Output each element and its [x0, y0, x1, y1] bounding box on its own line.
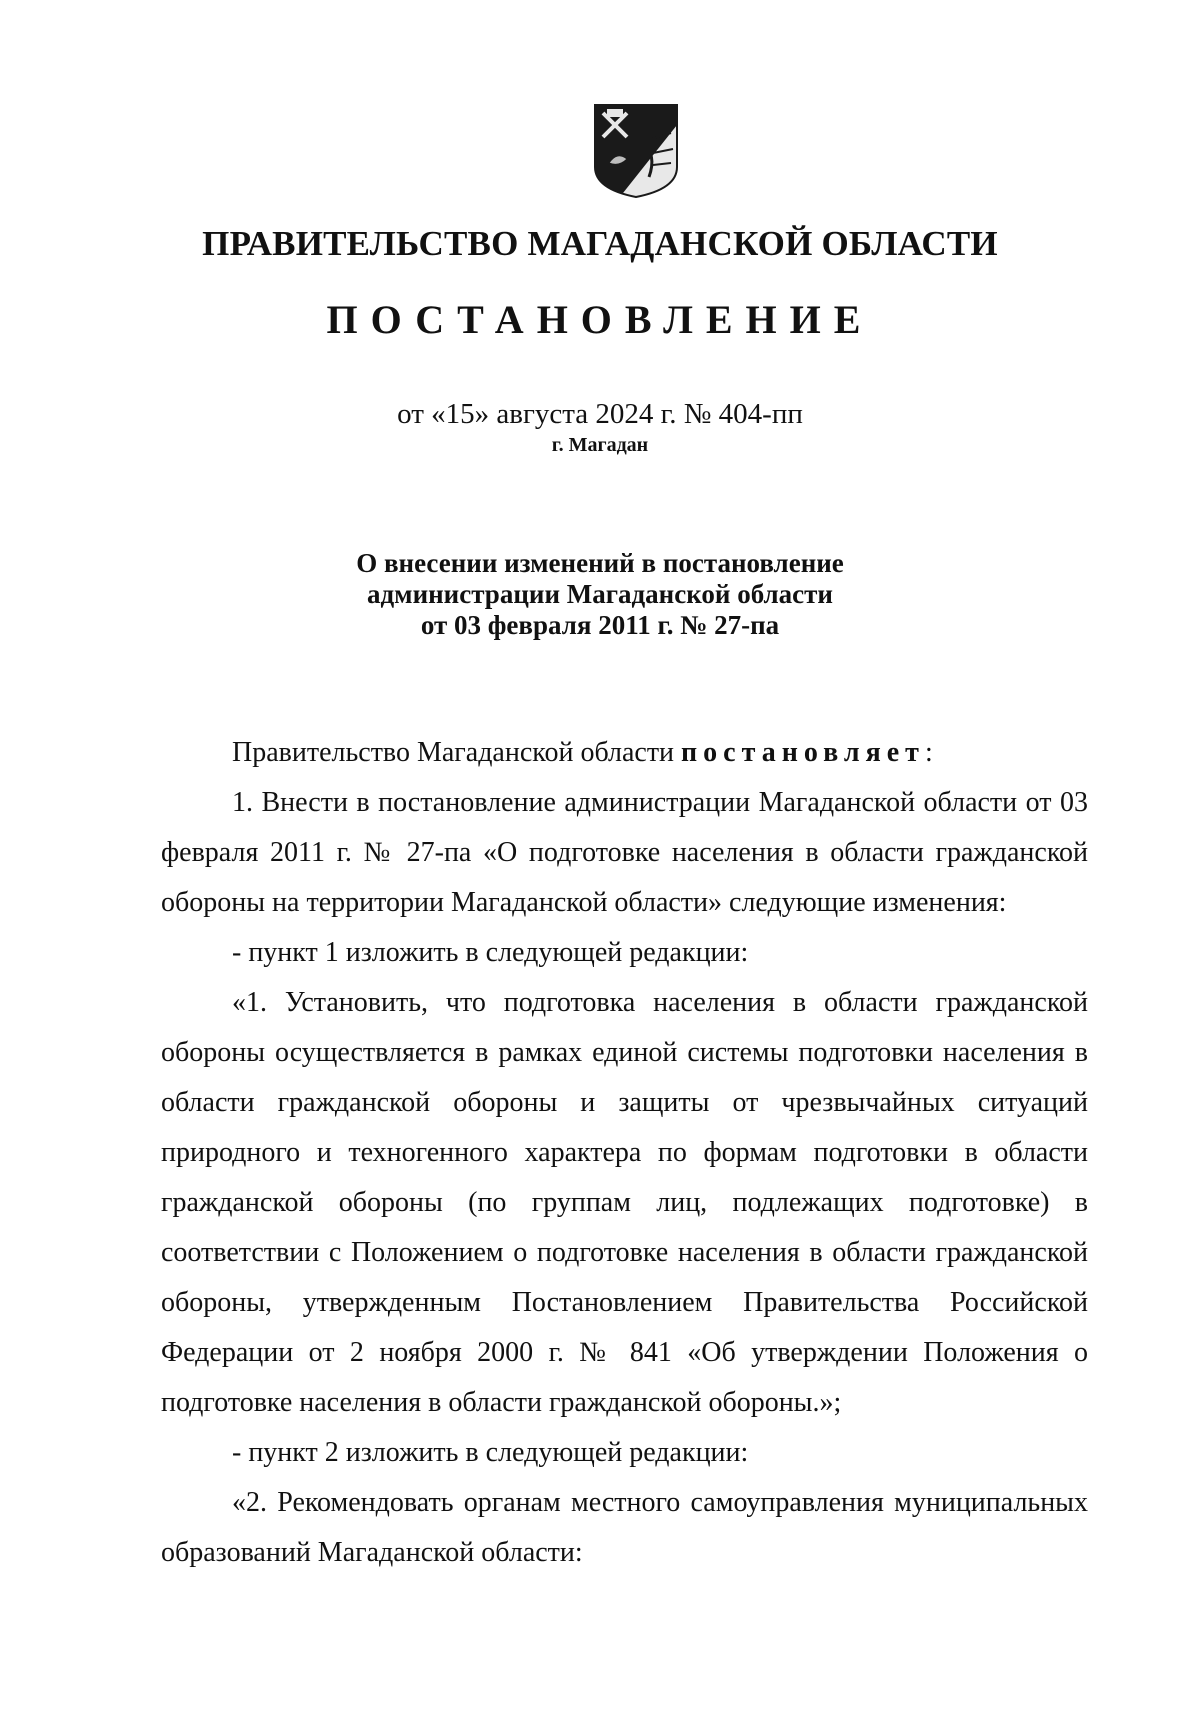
subject-line-3: от 03 февраля 2011 г. № 27-па	[420, 610, 780, 640]
paragraph-2: - пункт 1 изложить в следующей редакции:	[232, 937, 749, 968]
paragraph-5: «2. Рекомендовать органам местного самоуправления муниципальных образований Магаданской области:	[161, 1487, 1088, 1568]
subject-line-2: администрации Магаданской области	[367, 579, 833, 609]
paragraph-3: «1. Установить, что подготовка населения в области гражданской обороны осуществляется в рамках единой системы подготовки населения в области гражданской обороны и защиты от чрезвычайных ситуаций природного и техногенного характера по формам подготовки в области гражданской обороны (по группам лиц, подлежащих подготовке) в соответствии с Положением о подготовке населения в области гражданской обороны, утвержденным Постановлением Правительства Российской Федерации от 2 ноября 2000 г. № 841 «Об утверждении Положения о подготовке населения в области гражданской обороны.»;	[161, 987, 1088, 1418]
document-subject	[0, 548, 1200, 641]
intro-prefix: Правительство Магаданской области	[232, 737, 682, 768]
paragraph-4: - пункт 2 изложить в следующей редакции:	[232, 1437, 749, 1468]
date-and-number: от «15» августа 2024 г. № 404-пп	[397, 398, 803, 430]
government-title: ПРАВИТЕЛЬСТВО МАГАДАНСКОЙ ОБЛАСТИ	[202, 224, 998, 263]
coat-of-arms-icon	[593, 103, 679, 199]
intro-paragraph	[161, 728, 1088, 778]
subject-line-1: О внесении изменений в постановление	[356, 548, 844, 578]
document-body	[161, 728, 1088, 1578]
document-type-title: ПОСТАНОВЛЕНИЕ	[326, 297, 874, 342]
city-name: г. Магадан	[551, 434, 649, 456]
intro-suffix: :	[924, 737, 933, 768]
paragraph-1: 1. Внести в постановление администрации Магаданской области от 03 февраля 2011 г. № 27-па «О подготовке населения в области гражданской обороны на территории Магаданской области» следующие изменения:	[161, 787, 1088, 918]
intro-verb: постановляет	[681, 737, 925, 768]
